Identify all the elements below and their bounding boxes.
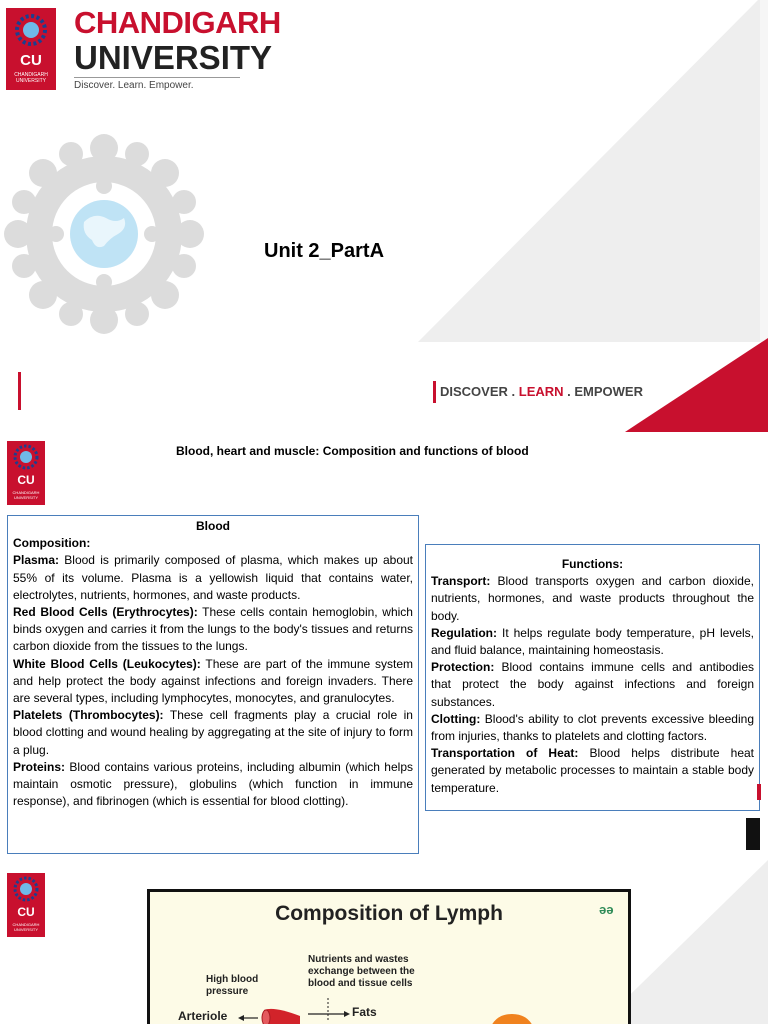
discover-text: DISCOVER . (440, 384, 519, 399)
edge-shape (746, 818, 760, 850)
slide-title: Blood, heart and muscle: Composition and functions of blood (176, 444, 529, 458)
unit-title: Unit 2_PartA (264, 240, 385, 262)
cu-logo (7, 441, 45, 505)
blood-composition-slide (0, 434, 768, 860)
cu-logo (6, 8, 56, 90)
vessel-diagram (150, 892, 628, 1024)
logo-sub-text: CHANDIGARH UNIVERSITY (12, 922, 40, 932)
blood-functions-box (425, 544, 760, 811)
label-fats: Fats (352, 1005, 377, 1019)
logo-cu-text: CU (17, 905, 35, 919)
gear-globe-icon (0, 134, 210, 336)
empower-text: . EMPOWER (563, 384, 643, 399)
logo-sub-text: CHANDIGARH UNIVERSITY (12, 490, 40, 500)
lymph-figure (147, 889, 631, 1024)
gear-globe-icon (14, 12, 48, 48)
item-term: Plasma: (13, 553, 60, 568)
item-text: These cells contain hemoglobin, which binds oxygen and carries it from the lungs to the body's tissues and returns carbon dioxide from the tissues to the lungs. (13, 605, 413, 654)
item-term: Regulation: (431, 625, 497, 640)
edge-accent (757, 784, 761, 800)
box-heading: Blood (196, 519, 230, 533)
list-item (431, 625, 754, 659)
item-text: It helps regulate body temperature, pH levels, and fluid balance, maintaining homeostasis. (431, 625, 754, 658)
gear-globe-icon (12, 875, 40, 903)
title-slide (0, 0, 768, 434)
brand-divider (74, 77, 240, 78)
item-text: Blood contains immune cells and antibodies that protect the body against infections and foreign substances. (431, 660, 754, 709)
brand-name-line2: UNIVERSITY (74, 39, 273, 76)
label-arteriole: Arteriole (178, 1009, 228, 1023)
item-term: Protection: (431, 660, 495, 675)
label-pressure: High blood pressure (206, 974, 259, 997)
discover-learn-empower (433, 381, 643, 403)
item-text: Blood transports oxygen and carbon dioxide, nutrients, hormones, and waste products throughout the body. (431, 574, 754, 623)
source-badge: ǝǝ (599, 902, 614, 917)
accent-bar (18, 372, 21, 410)
list-item (431, 573, 754, 625)
item-text: Blood helps distribute heat generated by metabolic processes to maintain a stable body temperature. (431, 746, 754, 795)
logo-cu-text: CU (17, 473, 35, 487)
blood-composition-box (7, 515, 419, 854)
gear-globe-icon (12, 443, 40, 471)
logo-sub-text: CHANDIGARH UNIVERSITY (14, 72, 48, 84)
item-term: White Blood Cells (Leukocytes): (13, 656, 201, 671)
item-term: Clotting: (431, 711, 481, 726)
list-item (13, 656, 413, 708)
section-heading: Composition: (13, 536, 91, 551)
list-item (13, 552, 413, 604)
list-item (431, 745, 754, 797)
item-text: These are part of the immune system and help protect the body against infections and foreign invaders. There are several types, including lymphocytes, monocytes, and granulocytes. (13, 656, 413, 706)
list-item (431, 711, 754, 745)
cu-logo (7, 873, 45, 937)
list-item (13, 707, 413, 759)
logo-cu-text: CU (20, 52, 42, 69)
learn-text: LEARN (518, 384, 564, 399)
list-item (431, 659, 754, 711)
list-item (13, 759, 413, 811)
item-text: Blood contains various proteins, including albumin (which helps maintain osmotic pressure), globulins (which function in immune response), and fibrinogen (which is essential for blood clotting). (13, 759, 413, 809)
item-text: Blood's ability to clot prevents excessive bleeding from injuries, thanks to platelets and clotting factors. (431, 711, 754, 744)
brand-name-line1: CHANDIGARH (74, 5, 281, 40)
brand-tagline: Discover. Learn. Empower. (74, 80, 194, 91)
list-item (13, 604, 413, 656)
lymph-slide (0, 860, 768, 1024)
box-heading: Functions: (561, 557, 624, 571)
item-term: Red Blood Cells (Erythrocytes): (13, 605, 198, 620)
item-term: Proteins: (13, 759, 66, 774)
item-text: These cell fragments play a crucial role in blood clotting and wound healing by aggregating at the site of injury to form a plug. (13, 708, 413, 757)
item-term: Platelets (Thrombocytes): (13, 708, 164, 723)
figure-title: Composition of Lymph (275, 902, 503, 925)
item-term: Transportation of Heat: (431, 746, 579, 761)
item-term: Transport: (431, 574, 491, 589)
label-exchange: Nutrients and wastes exchange between the blood and tissue cells (308, 954, 415, 989)
item-text: Blood is primarily composed of plasma, which makes up about 55% of its volume. Plasma is a yellowish liquid that contains water, electrolytes, nutrients, hormones, and waste products. (13, 553, 413, 602)
